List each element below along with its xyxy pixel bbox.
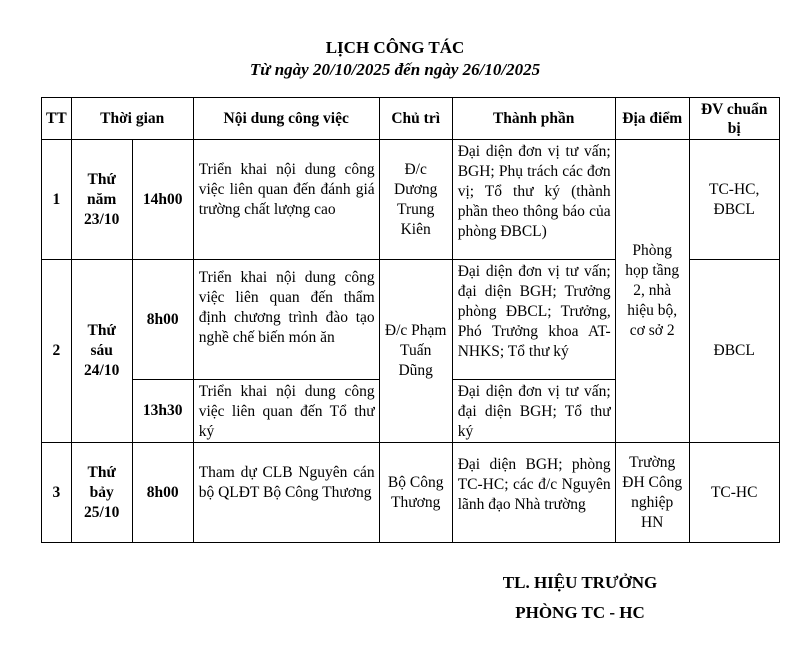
row-participants: Đại diện đơn vị tư vấn; đại diện BGH; Tổ thư ký <box>452 380 615 443</box>
row-prepare: ĐBCL <box>689 260 779 443</box>
page-subtitle: Từ ngày 20/10/2025 đến ngày 26/10/2025 <box>249 60 541 79</box>
row-participants: Đại diện đơn vị tư vấn; đại diện BGH; Trưởng phòng ĐBCL; Trưởng, Phó Trưởng khoa AT-NHKS; Tổ thư ký <box>452 260 615 380</box>
row-location: Trường ĐH Công nghiệp HN <box>615 443 689 543</box>
header-location: Địa điểm <box>615 98 689 140</box>
row-participants: Đại diện đơn vị tư vấn; BGH; Phụ trách các đơn vị; Tổ thư ký (thành phần theo thông báo của phòng ĐBCL) <box>452 140 615 260</box>
row-day: Thứ sáu 24/10 <box>71 260 132 443</box>
header-content: Nội dung công việc <box>193 98 379 140</box>
row-content: Triển khai nội dung công việc liên quan đến thẩm định chương trình đào tạo nghề chế biến món ăn <box>193 260 379 380</box>
row-chair: Bộ Công Thương <box>379 443 452 543</box>
row-content: Triển khai nội dung công việc liên quan đến đánh giá trường chất lượng cao <box>193 140 379 260</box>
row-time: 14h00 <box>132 140 193 260</box>
row-time: 8h00 <box>132 443 193 543</box>
row-chair: Đ/c Dương Trung Kiên <box>379 140 452 260</box>
row-time: 13h30 <box>132 380 193 443</box>
header-time: Thời gian <box>71 98 193 140</box>
header-prepare: ĐV chuẩn bị <box>689 98 779 140</box>
row-content: Triển khai nội dung công việc liên quan đến Tổ thư ký <box>193 380 379 443</box>
row-number: 3 <box>42 443 72 543</box>
signature-title: TL. HIỆU TRƯỞNG <box>502 573 658 592</box>
row-chair: Đ/c Phạm Tuấn Dũng <box>379 260 452 443</box>
row-time: 8h00 <box>132 260 193 380</box>
row-content: Tham dự CLB Nguyên cán bộ QLĐT Bộ Công Thương <box>193 443 379 543</box>
page-title: LỊCH CÔNG TÁC <box>325 38 465 57</box>
header-tt: TT <box>42 98 72 140</box>
table-row <box>42 140 780 260</box>
schedule-table <box>41 97 780 543</box>
row-day: Thứ năm 23/10 <box>71 140 132 260</box>
header-chair: Chủ trì <box>379 98 452 140</box>
row-location: Phòng họp tầng 2, nhà hiệu bộ, cơ sở 2 <box>615 140 689 443</box>
row-number: 1 <box>42 140 72 260</box>
header-participants: Thành phần <box>452 98 615 140</box>
table-row <box>42 443 780 543</box>
row-prepare: TC-HC <box>689 443 779 543</box>
row-prepare: TC-HC, ĐBCL <box>689 140 779 260</box>
row-day: Thứ bảy 25/10 <box>71 443 132 543</box>
row-number: 2 <box>42 260 72 443</box>
row-participants: Đại diện BGH; phòng TC-HC; các đ/c Nguyên lãnh đạo Nhà trường <box>452 443 615 543</box>
signature-department: PHÒNG TC - HC <box>515 603 645 622</box>
header-row <box>42 98 780 140</box>
